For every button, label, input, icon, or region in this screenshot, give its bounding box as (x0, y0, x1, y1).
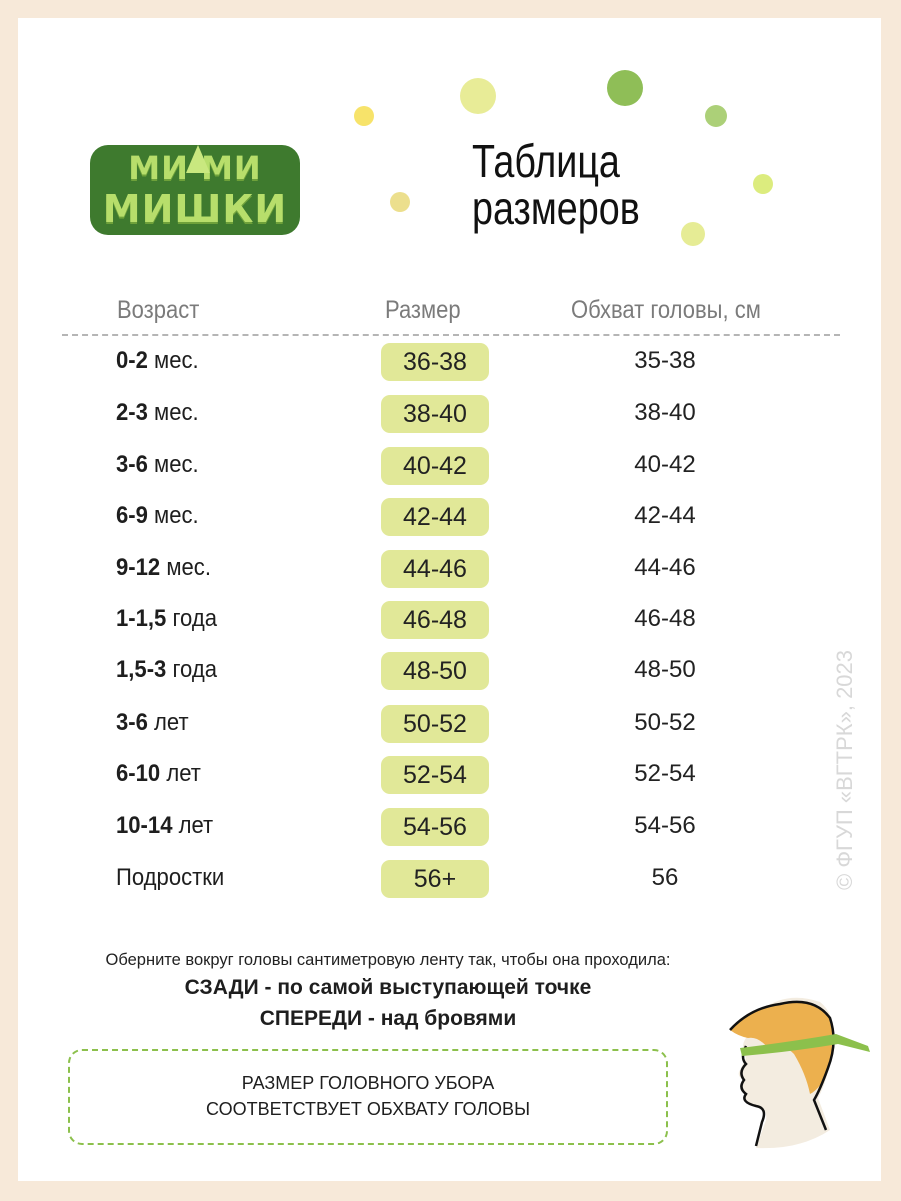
age-unit: года (172, 656, 217, 683)
girth-cell: 52-54 (634, 760, 696, 787)
tree-icon (186, 145, 210, 173)
note-line-2: СООТВЕТСТВУЕТ ОБХВАТУ ГОЛОВЫ (206, 1099, 530, 1119)
age-unit: лет (178, 812, 214, 839)
head-profile-icon (720, 998, 860, 1148)
decorative-dot (390, 192, 410, 212)
note-box (68, 1049, 668, 1145)
girth-cell: 35-38 (634, 347, 696, 374)
age-cell (116, 502, 199, 530)
age-unit: мес. (154, 399, 199, 426)
age-cell (116, 605, 217, 633)
size-badge: 48-50 (381, 652, 489, 690)
girth-cell: 50-52 (634, 709, 696, 736)
copyright-text: © ФГУП «ВГТРК», 2023 (832, 649, 857, 890)
size-badge: 52-54 (381, 756, 489, 794)
decorative-dot (705, 105, 727, 127)
girth-cell: 46-48 (634, 605, 696, 632)
size-badge: 56+ (381, 860, 489, 898)
age-unit: мес. (154, 451, 199, 478)
brand-logo (90, 145, 300, 235)
age-cell (116, 709, 189, 737)
age-unit: лет (166, 760, 201, 787)
logo-line-1: МИ МИ (128, 149, 262, 187)
age-range: 0-2 (116, 347, 148, 374)
table-row (0, 498, 901, 538)
age-unit: Подростки (116, 864, 225, 891)
girth-cell: 48-50 (634, 656, 696, 683)
column-header-girth: Обхват головы, см (571, 296, 761, 324)
size-badge: 42-44 (381, 498, 489, 536)
age-range: 10-14 (116, 812, 173, 839)
column-header-size: Размер (385, 296, 461, 324)
instruction-back: СЗАДИ - по самой выступающей точке (184, 976, 592, 999)
table-row (0, 601, 901, 641)
age-cell (116, 554, 211, 582)
age-unit: лет (154, 709, 189, 736)
girth-cell: 40-42 (634, 451, 696, 478)
girth-cell: 56 (651, 864, 679, 891)
page-title (472, 135, 640, 234)
header-divider (62, 334, 840, 336)
size-badge: 50-52 (381, 705, 489, 743)
decorative-dot (753, 174, 773, 194)
size-badge: 54-56 (381, 808, 489, 846)
decorative-dot (354, 106, 374, 126)
size-badge: 44-46 (381, 550, 489, 588)
age-range: 3-6 (116, 709, 148, 736)
column-header-age: Возраст (117, 296, 200, 324)
title-line-1: Таблица (472, 135, 620, 187)
age-unit: мес. (154, 502, 199, 529)
size-badge: 40-42 (381, 447, 489, 485)
logo-line-2: МИШКИ (102, 187, 288, 231)
table-row (0, 343, 901, 383)
size-badge: 46-48 (381, 601, 489, 639)
age-range: 6-9 (116, 502, 148, 529)
table-row (0, 705, 901, 745)
table-row (0, 860, 901, 900)
girth-cell: 42-44 (634, 502, 696, 529)
table-row (0, 395, 901, 435)
girth-cell: 38-40 (634, 399, 696, 426)
girth-cell: 54-56 (634, 812, 696, 839)
age-cell (116, 347, 199, 375)
head-measuring-illustration (710, 990, 880, 1160)
size-badge: 36-38 (381, 343, 489, 381)
decorative-dot (607, 70, 643, 106)
age-range: 2-3 (116, 399, 148, 426)
age-cell (116, 656, 217, 684)
table-row (0, 756, 901, 796)
age-range: 6-10 (116, 760, 161, 787)
age-unit: года (172, 605, 217, 632)
size-badge: 38-40 (381, 395, 489, 433)
age-unit: мес. (154, 347, 199, 374)
age-cell (116, 812, 213, 840)
age-cell (116, 399, 199, 427)
table-row (0, 652, 901, 692)
age-range: 1,5-3 (116, 656, 167, 683)
instruction-intro: Оберните вокруг головы сантиметровую ленту так, чтобы она проходила: (105, 951, 671, 969)
table-row (0, 447, 901, 487)
decorative-dot (460, 78, 496, 114)
decorative-dot (681, 222, 705, 246)
age-cell (116, 864, 224, 892)
title-line-2: размеров (472, 182, 640, 234)
table-row (0, 808, 901, 848)
table-row (0, 550, 901, 590)
instruction-front: СПЕРЕДИ - над бровями (259, 1007, 517, 1030)
girth-cell: 44-46 (634, 554, 696, 581)
age-range: 9-12 (116, 554, 161, 581)
age-unit: мес. (166, 554, 211, 581)
age-cell (116, 451, 199, 479)
note-line-1: РАЗМЕР ГОЛОВНОГО УБОРА (241, 1073, 495, 1093)
age-cell (116, 760, 201, 788)
age-range: 3-6 (116, 451, 148, 478)
age-range: 1-1,5 (116, 605, 167, 632)
